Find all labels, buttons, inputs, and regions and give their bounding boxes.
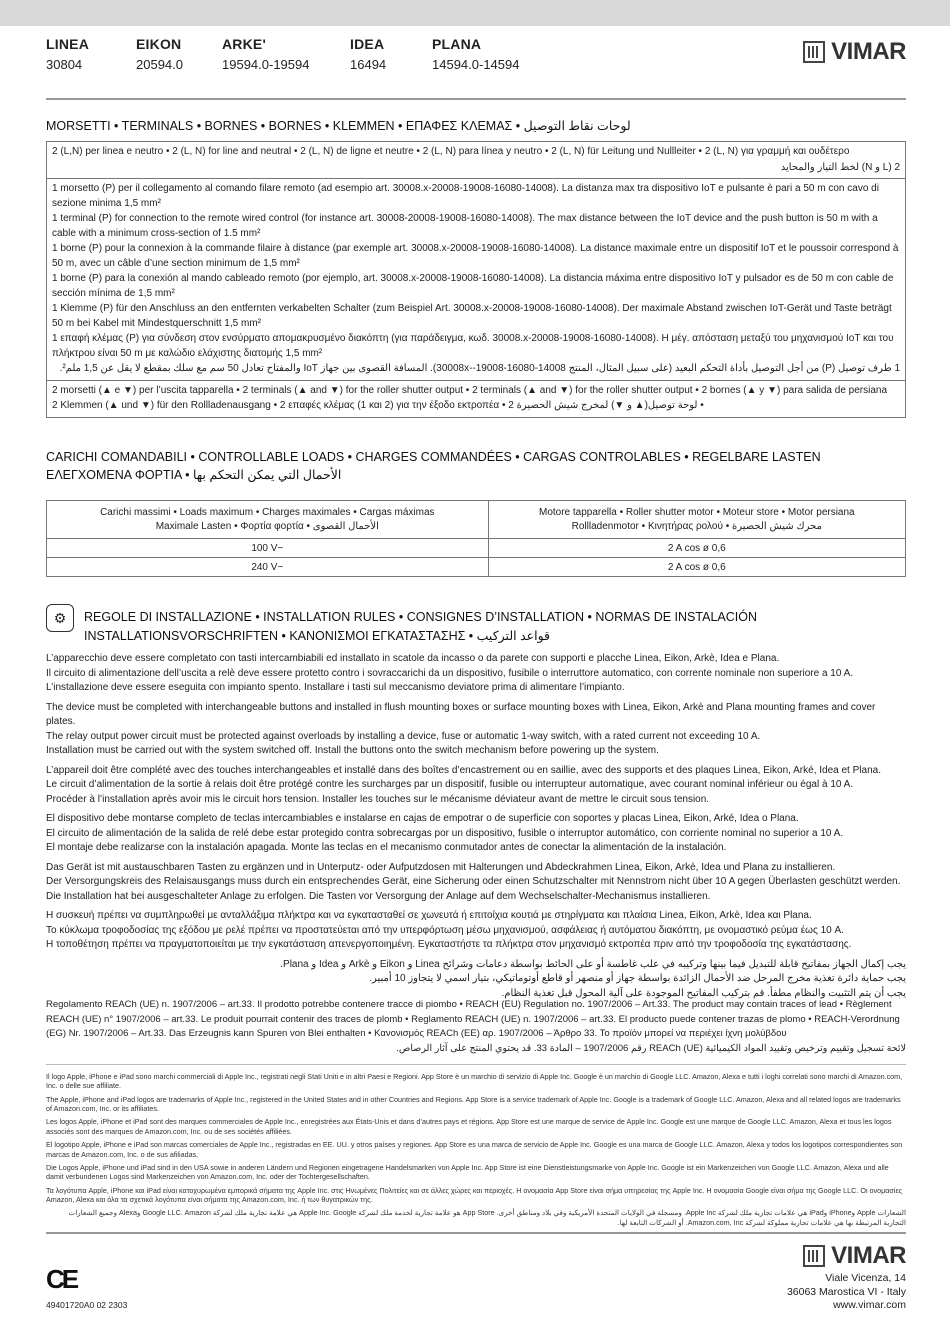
table-row xyxy=(47,539,906,558)
table-cell: 240 V~ xyxy=(47,558,489,577)
divider xyxy=(46,98,906,100)
terminals-line-neutral: 2 (L,N) per linea e neutro • 2 (L, N) for line and neutral • 2 (L, N) de ligne et neutre • 2 (L, N) para línea y neutro • 2 (L, N) für Leitung und Nullleiter • 2 (L, N) για γραμμή και ουδέτερο 2 (L و N) لخط التيار والمحايد xyxy=(47,142,905,179)
table-cell: 2 A cos ø 0,6 xyxy=(488,558,905,577)
table-row xyxy=(47,501,906,539)
product-code: 30804 xyxy=(46,57,83,72)
product-code: 14594.0-14594 xyxy=(432,57,520,72)
rules-en: The device must be completed with interchangeable buttons and installed in flush mounting boxes or surface mounting boxes with Linea, Eikon, Arkè and Plana mounting frames and cover plates. The relay output power circuit must be protected against overloads by installing a device, fuse or automatic 1-way switch, with a rated current not exceeding 10 A. Installation must be carried out with the system switched off. Install the buttons onto the switch mechanism before powering up the system. xyxy=(46,701,876,756)
vimar-logo-mark xyxy=(803,41,825,63)
terminals-shutter: 2 morsetti (▲ e ▼) per l’uscita tapparella • 2 terminals (▲ and ▼) for the roller shutter output • 2 terminals (▲ and ▼) for the roller shutter output • 2 bornes (▲ y ▼) para salida de persiana 2 Klemmen (▲ und ▼) für den Rollladenausgang • 2 επαφές κλέμας (1 και 2) για την έξοδο εκτροπέα • 2 لوحة توصيل(▲ و ▼) لمخرج شيش الحصيرة • xyxy=(52,384,888,411)
table-header: Carichi massimi • Loads maximum • Charges maximales • Cargas máximas Maximale Lasten • Φορτία φορτία • الأحمال القصوى xyxy=(47,501,489,539)
vimar-logo-footer: VIMAR xyxy=(803,1242,906,1270)
product-codes xyxy=(46,36,552,72)
product-code: 20594.0 xyxy=(136,57,183,72)
installer-icon: ⚙ xyxy=(46,604,74,632)
vimar-logo: VIMAR xyxy=(803,38,906,66)
rules-ar: يجب إكمال الجهاز بمفاتيح قابلة للتبديل فيما بينها وتركيبه في علب غاطسة أو على الحائط بواسطة دعامات وشرائح Linea و Eikon و Arkè و Idea و Plana. يجب حماية دائرة تغذية مخرج المرحل ضد الأحمال الزائدة بواسطة جهاز أو منصهر أو قاطع أوتوماتيكي، بتيار اسمي لا يتجاوز 10 أمبير. يجب أن يتم التثبيت والنظام مطفأ. قم بتركيب المفاتيح الموجودة على آلية المحول قبل تغذية النظام. xyxy=(280,958,906,999)
company-address: Viale Vicenza, 14 36063 Marostica VI - Italy www.vimar.com xyxy=(786,1272,906,1312)
website-link[interactable]: www.vimar.com xyxy=(833,1299,906,1312)
product-name: PLANA xyxy=(432,36,482,52)
loads-table xyxy=(46,500,906,577)
table-cell: 2 A cos ø 0,6 xyxy=(488,539,905,558)
reach-notice: Regolamento REACh (UE) n. 1907/2006 – art.33. Il prodotto potrebbe contenere tracce di piombo • REACH (EU) Regulation no. 1907/2006 – Art.33. The product may contain traces of lead • Règlement REACH (UE) n° 1907/2006 – art.33. Le produit pourrait contenir des traces de plomb • Reglamento REACH (UE) n. 1907/2006 – art.33. El producto puede contener trazas de plomo • REACH-Verordnung (EG) Nr. 1907/2006 – Art.33. Das Erzeugnis kann Spuren von Blei enthalten • Κανονισμός REACh (ΕΕ) αρ. 1907/2006 – Άρθρο 33. Το προϊόν μπορεί να περιέχει ίχνη μολύβδου لائحة تسجيل وتقييم وترخيص وتقييد المواد الكيميائية (REACh (UE رقم 1907/2006 – المادة 33. قد يحتوي المنتج على آثار الرصاص. xyxy=(46,999,906,1055)
table-row xyxy=(47,558,906,577)
top-band xyxy=(0,0,950,26)
table-header: Motore tapparella • Roller shutter motor • Moteur store • Motor persiana Rollladenmotor • Κινητήρας ρολού • محرك شيش الحصيرة xyxy=(488,501,905,539)
loads-heading: CARICHI COMANDABILI • CONTROLLABLE LOADS • CHARGES COMMANDÉES • CARGAS CONTROLABLES • REGELBARE LASTEN ΕΛΕΓΧΟΜΕΝΑ ΦΟΡΤΙΑ • الأحمال التي يمكن التحكم بها xyxy=(46,450,821,482)
product-name: IDEA xyxy=(350,36,385,52)
rules-de: Das Gerät ist mit austauschbaren Tasten zu ergänzen und in Unterputz- oder Aufputzdosen mit Halterungen und Abdeckrahmen Linea, Eikon, Arkè, Idea und Plana zu installieren. Der Versorgungskreis des Relaisausgangs muss durch ein entsprechendes Gerät, eine Sicherung oder einen Schutzschalter mit Nennstrom nicht über 10 A gegen Überlasten geschützt werden. Die Installation hat bei ausgeschalteter Anlage zu erfolgen. Die Tasten vor Versorgung der Anlage auf dem Wechselschalter-Mechanismus installieren. xyxy=(46,861,901,902)
product-name: EIKON xyxy=(136,36,182,52)
document-code: 49401720A0 02 2303 xyxy=(46,1300,128,1310)
rules-heading: REGOLE DI INSTALLAZIONE • INSTALLATION RULES • CONSIGNES D’INSTALLATION • NORMAS DE INSTALACIÓN INSTALLATIONSVORSCHRIFTEN • ΚΑΝΟΝΙΣΜΟΙ ΕΓΚΑΤΑΣΤΑΣΗΣ • قواعد التركيب xyxy=(84,610,757,643)
divider xyxy=(46,1232,906,1234)
installation-rules xyxy=(46,652,906,1006)
product-name: ARKE' xyxy=(222,36,266,52)
rules-it: L’apparecchio deve essere completato con tasti intercambiabili ed installato in scatole da incasso o da parete con supporti e placche Linea, Eikon, Arkè, Idea e Plana. Il circuito di alimentazione dell’uscita a relè deve essere protetto contro i sovraccarichi da un dispositivo, fusibile o interruttore automatico, con corrente nominale non superiore a 10 A. L’installazione deve essere eseguita con impianto spento. Installare i tasti sul meccanismo deviatore prima di alimentare l’impianto. xyxy=(46,653,854,693)
product-code: 19594.0-19594 xyxy=(222,57,310,72)
rules-fr: L’appareil doit être complété avec des touches interchangeables et installé dans des boîtes d’encastrement ou en saillie, avec des supports et des plaques Linea, Eikon, Arké, Idea et Plana. Le circuit d’alimentation de la sortie à relais doit être protégé contre les surcharges par un dispositif, fusible ou interrupteur automatique, avec courant nominal inférieur ou égal à 10 A. Procéder à l’installation après avoir mis le circuit hors tension. Installer les touches sur le mécanisme déviateur avant de mettre le circuit sous tension. xyxy=(46,764,881,805)
rules-el: Η συσκευή πρέπει να συμπληρωθεί με ανταλλάξιμα πλήκτρα και να εγκατασταθεί σε χωνευτά ή επιτοίχια κουτιά με στηρίγματα και πλαίσια Linea, Eikon, Arkè, Idea και Plana. Το κύκλωμα τροφοδοσίας της εξόδου με ρελέ πρέπει να προστατεύεται από την υπερφόρτωση μέσω μηχανισμού, ασφάλειας ή αυτόματου διακόπτη, με ονομαστικό ρεύμα έως 10 A. Η τοποθέτηση πρέπει να πραγματοποιείται με την εγκατάσταση απενεργοποιημένη. Εγκαταστήστε τα πλήκτρα στον μηχανισμό εκτροπέα πριν από την τροφοδοσία της εγκατάστασης. xyxy=(46,910,852,950)
vimar-logo-mark xyxy=(803,1245,825,1267)
terminals-p: 1 morsetto (P) per il collegamento al comando filare remoto (ad esempio art. 30008.x-20008-19008-16080-14008). La distanza max tra dispositivo IoT e pulsante è pari a 50 m con cavo di sezione minima 1,5 mm² 1 terminal (P) for connection to the remote wired control (for instance art. 30008-20008-19008-16080-14008). The max distance between the IoT device and the push button is 50 m with a cable with a minimum cross-section of 1.5 mm² 1 borne (P) pour la connexion à la commande filaire à distance (par exemple art. 30008.x-20008-19008-16080-14008). La distance maximale entre un dispositif IoT et le poussoir correspond à 50 m, avec un câble d’une section minimum de 1,5 mm² 1 borne (P) para la conexión al mando cableado remoto (por ejemplo, art. 30008.x-20008-19008-16080-14008). La distancia máxima entre dispositivo IoT y pulsador es de 50 m con cable de sección mínima de 1,5 mm² 1 Klemme (P) für den Anschluss an den entfernten verkabelten Schalter (zum Beispiel Art. 30008.x-20008-19008-16080-14008). Der maximale Abstand zwischen IoT-Gerät und Taste beträgt 50 m bei Kabel mit Mindestquerschnitt 1,5 mm² 1 επαφή κλέμας (P) για σύνδεση στον ενσύρματο απομακρυσμένο διακόπτη (για παράδειγμα, κωδ. 30008.x-20008-19008-16080-14008). Η μέγ. απόσταση μεταξύ του μηχανισμού IoT και του πλήκτρου είναι 50 m με καλώδιο ελάχιστης διατομής 1,5 mm² 1 طرف توصيل (P) من أجل التوصيل بأداة التحكم البعيد (على سبيل المثال، المنتج 30008x--19008-16080-14008). المسافة القصوى بين جهاز IoT والمفتاح تعادل 50 سم مع سلك بمقطع لا يقل عن 1,5 ملم². xyxy=(47,179,905,381)
trademark-notices: Il logo Apple, iPhone e iPad sono marchi commerciali di Apple Inc., registrati negli Stati Uniti e in altri Paesi e Regioni. App Store è un marchio di servizio di Apple Inc. Google è un marchio di Google LLC. Amazon, Alexa e tutti i loghi correlati sono marchi di Amazon.com, Inc. o delle sue affiliate. The Apple, iPhone and iPad logos are trademarks of Apple Inc., registered in the United States and in other Countries and Regions. App Store is a service trademark of Apple Inc. Google is a trademark of Google LLC. Amazon, Alexa and all related logos are trademarks of Amazon.com, Inc. or its affiliates. Les logos Apple, iPhone et iPad sont des marques commerciales de Apple Inc., enregistrées aux États-Unis et dans d’autres pays et régions. App Store est une marque de service de Apple Inc. Google est une marque de Google LLC. Amazon, Alexa et tous les logos associés sont des marques de Amazon.com, Inc. ou de ses sociétés affiliées. El logotipo Apple, iPhone e iPad son marcas comerciales de Apple Inc., registradas en EE. UU. y otros países y regiones. App Store es una marca de servicio de Apple Inc. Google es una marca de Google LLC. Amazon, Alexa y todos los logotipos correspondientes son marcas de Amazon.com, Inc. o de sus afiliadas. Die Logos Apple, iPhone und iPad sind in den USA sowie in anderen Ländern und Regionen eingetragene Handelsmarken von Apple Inc. App Store ist eine Dienstleistungsmarke von Apple Inc. Google ist ein Markenzeichen von Google LLC. Amazon, Alexa und alle damit verbundenen Logos sind Markenzeichen von Amazon.com, Inc. oder der Tochtergesellschaften. Τα λογότυπα Apple, iPhone και iPad είναι κατοχυρωμένα εμπορικά σήματα της Apple Inc. στις Ηνωμένες Πολιτείες και σε άλλες χώρες και περιοχές. Η ονομασία App Store είναι σήμα υπηρεσίας της Apple Inc. Η ονομασία Google είναι σήμα της Google LLC. Οι ονομασίες Amazon, Alexa και όλα τα σχετικά λογότυπα είναι σήματα της Amazon.com, Inc. ή των θυγατρικών της. الشعارات Apple وiPhone وiPad هي علامات تجارية ملك لشركة Apple Inc. ومسجلة في الولايات المتحدة الأمريكية وفي بلاد ومناطق أخرى. App Store هو علامة تجارية لخدمة ملك لشركة Apple Inc. Google هي علامة تجارية ملك لشركة Google LLC. Amazon وAlexa وجميع الشعارات التجارية المرتبطة بها هي علامات تجارية مملوكة لشركة Amazon.com, Inc. أو الشركات التابعة لها. xyxy=(46,1072,906,1227)
ce-mark: CE xyxy=(46,1264,77,1294)
product-code: 16494 xyxy=(350,57,387,72)
product-name: LINEA xyxy=(46,36,89,52)
terminals-heading: MORSETTI • TERMINALS • BORNES • BORNES • KLEMMEN • ΕΠΑΦΕΣ ΚΛΕΜΑΣ • لوحات نقاط التوصيل xyxy=(46,119,631,133)
table-cell: 100 V~ xyxy=(47,539,489,558)
terminals-box xyxy=(46,141,906,418)
rules-es: El dispositivo debe montarse completo de teclas intercambiables e instalarse en cajas de empotrar o de superficie con soportes y placas Linea, Eikon, Arké, Idea o Plana. El circuito de alimentación de la salida de relé debe estar protegido contra sobrecargas por un dispositivo, fusible o interruptor automático, con corriente nominal no superior a 10 A. El montaje debe realizarse con la instalación apagada. Monte las teclas en el mecanismo conmutador antes de conectar la alimentación de la instalación. xyxy=(46,813,844,853)
divider xyxy=(46,1064,906,1065)
